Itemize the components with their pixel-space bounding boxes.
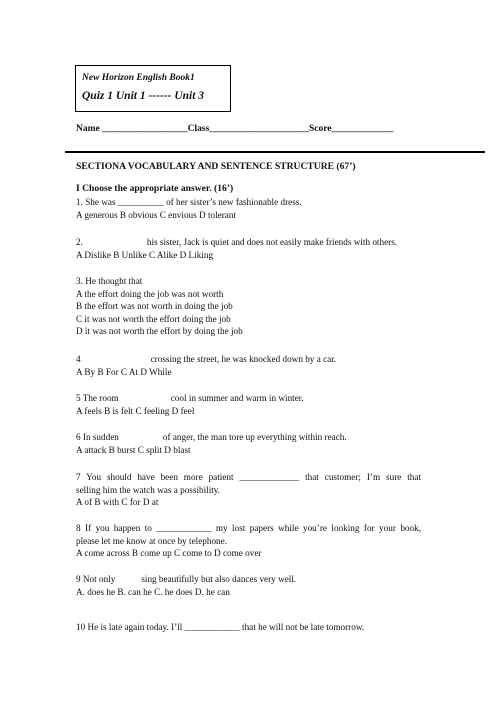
question-options[interactable]: A come across B come up C come to D come over	[76, 548, 262, 559]
question-options[interactable]: A attack B burst C split D blast	[76, 444, 191, 455]
book-title: New Horizon English Book1	[82, 73, 195, 83]
question-1	[76, 196, 421, 221]
question-stem-line-2: please let me know at once by telephone.	[76, 535, 228, 546]
question-options[interactable]: A. does he B. can he C. he does D. he can	[76, 586, 230, 597]
question-7	[76, 471, 421, 509]
question-stem-b: of anger, the man tore up everything within reach.	[162, 432, 347, 442]
question-options[interactable]: A By B For C At D While	[76, 366, 172, 377]
question-options[interactable]: A Dislike B Unlike C Alike D Liking	[76, 249, 214, 260]
question-2	[76, 236, 421, 261]
question-stem-line-1: 7 You should have been more patient _____________ that customer; I’m sure that	[76, 472, 421, 482]
question-stem: 1. She was __________ of her sister’s new fashionable dress.	[76, 197, 302, 207]
question-9	[76, 573, 421, 598]
question-stem-b: sing beautifully but also dances very well.	[141, 574, 297, 584]
option-a[interactable]: A the effort doing the job was not worth	[76, 288, 224, 299]
question-stem-a: 9 Not only	[76, 574, 116, 584]
question-stem: his sister, Jack is quiet and does not easily make friends with others.	[146, 237, 398, 247]
question-stem: 3. He thought that	[76, 276, 143, 286]
question-options[interactable]: A of B with C for D at	[76, 497, 159, 508]
question-5	[76, 392, 421, 417]
question-stem-b: cool in summer and warm in winter.	[170, 393, 304, 403]
question-10	[76, 621, 421, 634]
option-c[interactable]: C it was not worth the effort doing the job	[76, 313, 231, 324]
question-stem-a: 6 In sudden	[76, 432, 119, 442]
question-stem: crossing the street, he was knocked down by a car.	[150, 354, 337, 364]
section-heading: SECTIONA VOCABULARY AND SENTENCE STRUCTURE (67’)	[76, 161, 356, 172]
question-6	[76, 431, 421, 456]
option-d[interactable]: D it was not worth the effort by doing the job	[76, 326, 243, 337]
title-box	[75, 65, 231, 112]
quiz-title: Quiz 1 Unit 1 ------ Unit 3	[82, 90, 205, 102]
question-4	[76, 353, 421, 378]
part-heading: I Choose the appropriate answer. (16’)	[76, 183, 234, 194]
question-stem-line-1: 8 If you happen to ____________ my lost papers while you’re looking for your book,	[76, 523, 421, 533]
question-number: 2.	[76, 237, 83, 247]
question-stem: 10 He is late again today. I’ll ____________ that he will not be late tomorrow.	[76, 622, 365, 632]
question-3	[76, 275, 421, 338]
name-class-score-line[interactable]: Name __________________Class_____________________Score_____________	[76, 124, 394, 134]
question-options[interactable]: A feels B is felt C feeling D feel	[76, 405, 195, 416]
option-b[interactable]: B the effort was not worth in doing the job	[76, 301, 233, 312]
question-options[interactable]: A generous B obvious C envious D tolerant	[76, 209, 236, 220]
question-stem-line-2: selling him the watch was a possibility.	[76, 484, 221, 495]
question-number: 4	[76, 354, 81, 364]
section-divider	[65, 151, 485, 153]
question-stem-a: 5 The room	[76, 393, 119, 403]
question-8	[76, 522, 421, 560]
